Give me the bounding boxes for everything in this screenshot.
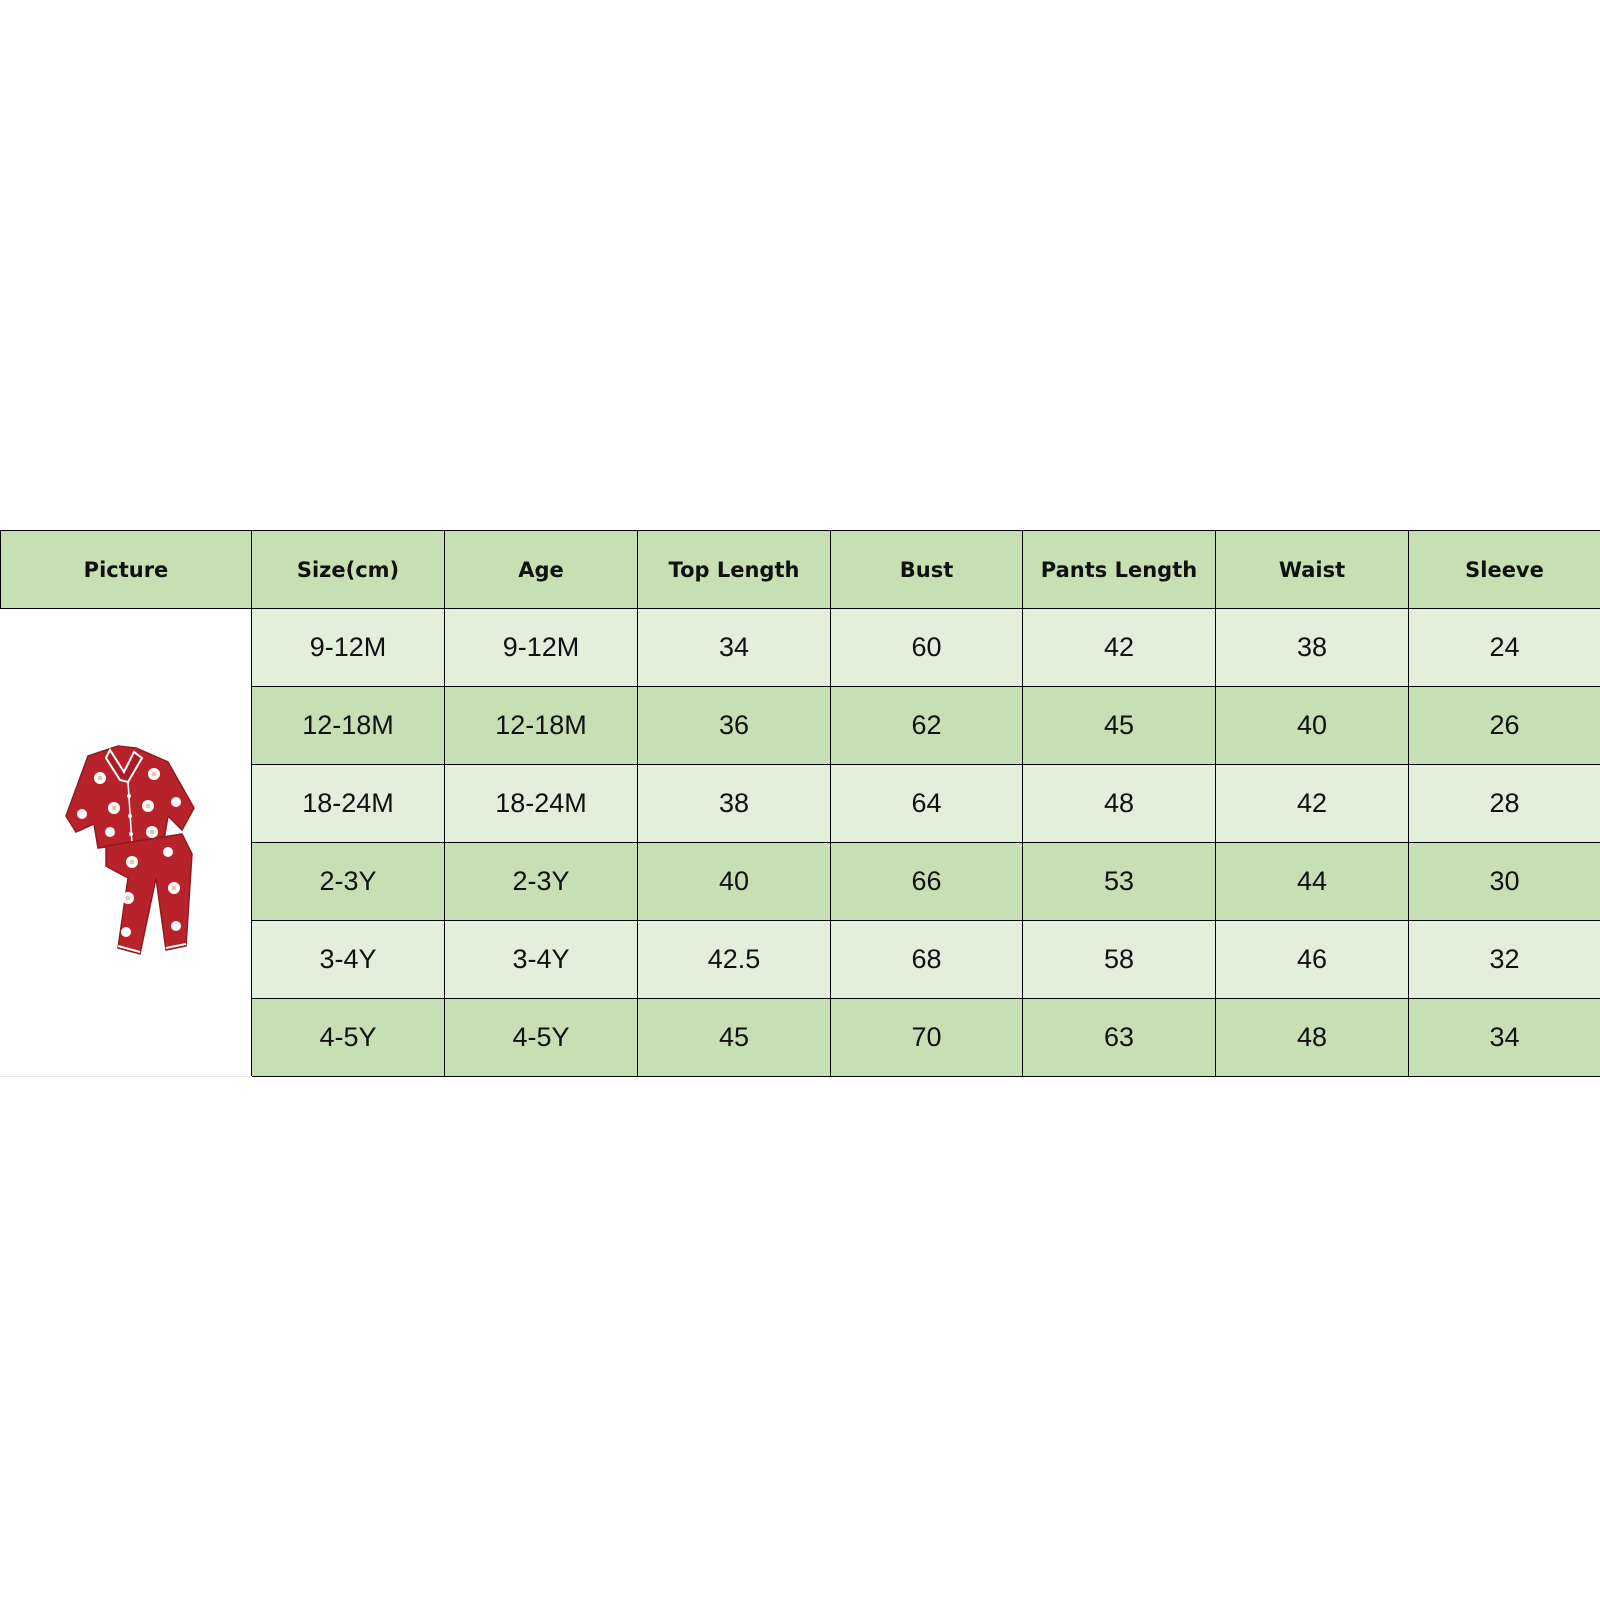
size-cell: 3-4Y: [252, 921, 445, 999]
top-length-cell: 45: [638, 999, 831, 1077]
size-cell: 12-18M: [252, 687, 445, 765]
pants-length-cell: 48: [1023, 765, 1216, 843]
pants-length-cell: 42: [1023, 609, 1216, 687]
size-cell: 18-24M: [252, 765, 445, 843]
age-cell: 2-3Y: [445, 843, 638, 921]
top-length-cell: 38: [638, 765, 831, 843]
waist-cell: 38: [1216, 609, 1409, 687]
waist-cell: 48: [1216, 999, 1409, 1077]
table-row: [1, 609, 1600, 687]
sleeve-cell: 32: [1409, 921, 1600, 999]
size-cell: 2-3Y: [252, 843, 445, 921]
header-bust: Bust: [831, 531, 1023, 609]
size-chart-table: [0, 530, 1600, 1077]
top-length-cell: 42.5: [638, 921, 831, 999]
waist-cell: 46: [1216, 921, 1409, 999]
size-cell: 9-12M: [252, 609, 445, 687]
sleeve-cell: 28: [1409, 765, 1600, 843]
red-christmas-pajama-set-photo: [36, 728, 216, 958]
age-cell: 18-24M: [445, 765, 638, 843]
waist-cell: 44: [1216, 843, 1409, 921]
header-top-length: Top Length: [638, 531, 831, 609]
top-length-cell: 40: [638, 843, 831, 921]
picture-cell: [1, 609, 252, 1077]
pants-length-cell: 63: [1023, 999, 1216, 1077]
bust-cell: 64: [831, 765, 1023, 843]
pants-length-cell: 53: [1023, 843, 1216, 921]
pants-length-cell: 58: [1023, 921, 1216, 999]
waist-cell: 42: [1216, 765, 1409, 843]
header-sleeve: Sleeve: [1409, 531, 1600, 609]
sleeve-cell: 34: [1409, 999, 1600, 1077]
header-age: Age: [445, 531, 638, 609]
header-pants-length: Pants Length: [1023, 531, 1216, 609]
sleeve-cell: 26: [1409, 687, 1600, 765]
sleeve-cell: 24: [1409, 609, 1600, 687]
bust-cell: 70: [831, 999, 1023, 1077]
header-waist: Waist: [1216, 531, 1409, 609]
sleeve-cell: 30: [1409, 843, 1600, 921]
bust-cell: 66: [831, 843, 1023, 921]
top-length-cell: 34: [638, 609, 831, 687]
bust-cell: 62: [831, 687, 1023, 765]
bust-cell: 60: [831, 609, 1023, 687]
header-picture: Picture: [1, 531, 252, 609]
top-length-cell: 36: [638, 687, 831, 765]
bust-cell: 68: [831, 921, 1023, 999]
size-cell: 4-5Y: [252, 999, 445, 1077]
pants-length-cell: 45: [1023, 687, 1216, 765]
waist-cell: 40: [1216, 687, 1409, 765]
age-cell: 9-12M: [445, 609, 638, 687]
age-cell: 3-4Y: [445, 921, 638, 999]
age-cell: 4-5Y: [445, 999, 638, 1077]
header-row: [1, 531, 1600, 609]
age-cell: 12-18M: [445, 687, 638, 765]
header-size: Size(cm): [252, 531, 445, 609]
